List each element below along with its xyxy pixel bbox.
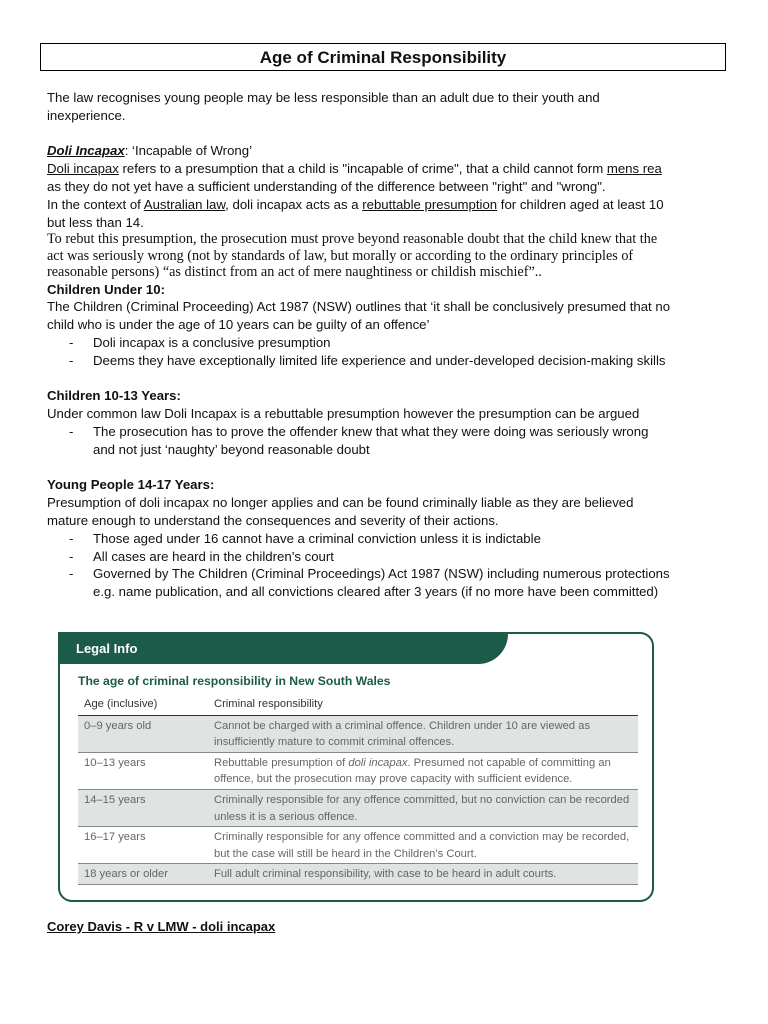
age-cell: 14–15 years [78, 789, 208, 826]
bullet-item [47, 548, 727, 566]
age-cell: 18 years or older [78, 864, 208, 885]
bullet-item [47, 352, 727, 370]
responsibility-text: Criminally responsible for any offence committed, but no conviction can be recorded unless it is a serious offence. [214, 793, 630, 823]
bullet-dash: - [69, 548, 74, 564]
doli-incapax-link[interactable]: Doli incapax [47, 161, 119, 177]
responsibility-cell [208, 715, 638, 752]
bullet-dash: - [69, 566, 74, 582]
case-reference-footer: Corey Davis - R v LMW - doli incapax [47, 919, 276, 934]
bullet-item [47, 565, 727, 601]
bullet-dash: - [69, 530, 74, 546]
table-row [78, 715, 638, 752]
doli-line-4: but less than 14. [47, 214, 144, 230]
bullet-text: The prosecution has to prove the offender knew that what they were doing was seriously wrong [93, 423, 649, 439]
doli-line-2: as they do not yet have a sufficient understanding of the difference between "right" and "wrong". [47, 178, 606, 194]
doli-line-3-b: , doli incapax acts as a [225, 196, 363, 212]
responsibility-cell [208, 752, 638, 789]
bullet-text: All cases are heard in the children’s court [93, 548, 334, 564]
table-row [78, 864, 638, 885]
bullet-dash: - [69, 334, 74, 350]
table-row [78, 827, 638, 864]
table-row [78, 752, 638, 789]
age-cell: 0–9 years old [78, 715, 208, 752]
bullet-item [47, 334, 727, 352]
responsibility-cell [208, 827, 638, 864]
table-row [78, 789, 638, 826]
legal-info-subtitle: The age of criminal responsibility in New South Wales [78, 674, 391, 688]
responsibility-text: . Presumed not capable of committing an offence, but the prosecution may prove capacity with sufficient evidence. [214, 756, 611, 786]
young-line-2: mature enough to understand the consequences and severity of their actions. [47, 512, 499, 528]
responsibility-table [78, 694, 638, 885]
doli-line-3-a: In the context of [47, 196, 144, 212]
legal-info-box [58, 632, 654, 902]
page-title: Age of Criminal Responsibility [40, 43, 726, 71]
under10-line-1: The Children (Criminal Proceeding) Act 1987 (NSW) outlines that ‘it shall be conclusively presumed that no [47, 299, 671, 315]
bullet-dash: - [69, 423, 74, 439]
mens-rea-link[interactable]: mens rea [606, 161, 662, 177]
ten13-heading: Children 10-13 Years: [47, 388, 181, 404]
doli-line-3-c: for children aged at least 10 [497, 196, 664, 212]
australian-law-link[interactable]: Australian law [143, 196, 226, 212]
age-cell: 16–17 years [78, 827, 208, 864]
responsibility-cell [208, 864, 638, 885]
responsibility-emphasis: doli incapax [348, 756, 408, 769]
bullet-text: and not just ‘naughty’ beyond reasonable doubt [93, 441, 370, 457]
young-line-1: Presumption of doli incapax no longer applies and can be found criminally liable as they are believed [47, 495, 634, 511]
doli-heading [47, 142, 727, 160]
doli-serif-line-2: act was seriously wrong (not by standards of law, but morally or according to the ordinary principles of [47, 247, 634, 264]
doli-serif-line-3: reasonable persons) “as distinct from an act of mere naughtiness or childish mischief”.. [47, 264, 542, 281]
doli-line-3 [47, 196, 727, 214]
under10-line-2: child who is under the age of 10 years can be guilty of an offence’ [47, 317, 430, 333]
age-cell: 10–13 years [78, 752, 208, 789]
young-heading: Young People 14-17 Years: [47, 477, 215, 493]
doli-serif-line-1: To rebut this presumption, the prosecution must prove beyond reasonable doubt that the child knew that the [47, 231, 658, 248]
doli-heading-term: Doli Incapax [47, 143, 125, 159]
column-header-responsibility: Criminal responsibility [208, 694, 638, 715]
responsibility-text: Criminally responsible for any offence committed and a conviction may be recorded, but the case will still be heard in the Children’s Court. [214, 831, 630, 860]
legal-info-tab-label: Legal Info [76, 641, 138, 656]
column-header-age: Age (inclusive) [78, 694, 208, 715]
doli-heading-rest: : ‘Incapable of Wrong’ [124, 143, 252, 159]
bullet-text: e.g. name publication, and all convictions cleared after 3 years (if no more have been committed) [93, 584, 659, 600]
responsibility-cell [208, 789, 638, 826]
bullet-item [47, 530, 727, 548]
bullet-dash: - [69, 352, 74, 368]
bullet-text: Deems they have exceptionally limited life experience and under-developed decision-making skills [93, 352, 666, 368]
document-body [47, 89, 727, 601]
doli-line-1 [47, 160, 727, 178]
rebuttable-presumption-link[interactable]: rebuttable presumption [362, 196, 498, 212]
bullet-text: Doli incapax is a conclusive presumption [93, 334, 331, 350]
bullet-item [47, 423, 727, 459]
intro-line-2: inexperience. [47, 107, 126, 123]
responsibility-text: Cannot be charged with a criminal offence. Children under 10 are viewed as insufficiently mature to commit criminal offences. [214, 719, 591, 749]
under10-heading: Children Under 10: [47, 281, 165, 297]
bullet-text: Governed by The Children (Criminal Proceedings) Act 1987 (NSW) including numerous protections [93, 566, 670, 582]
responsibility-text: Rebuttable presumption of [214, 756, 349, 769]
responsibility-text: Full adult criminal responsibility, with case to be heard in adult courts. [214, 868, 557, 881]
table-header-row [78, 694, 638, 715]
bullet-text: Those aged under 16 cannot have a criminal conviction unless it is indictable [93, 530, 541, 546]
ten13-line-1: Under common law Doli Incapax is a rebuttable presumption however the presumption can be argued [47, 406, 640, 422]
intro-line-1: The law recognises young people may be less responsible than an adult due to their youth and [47, 90, 600, 105]
doli-line-1-text: refers to a presumption that a child is "incapable of crime", that a child cannot form [118, 161, 607, 177]
legal-info-tab [60, 634, 508, 664]
